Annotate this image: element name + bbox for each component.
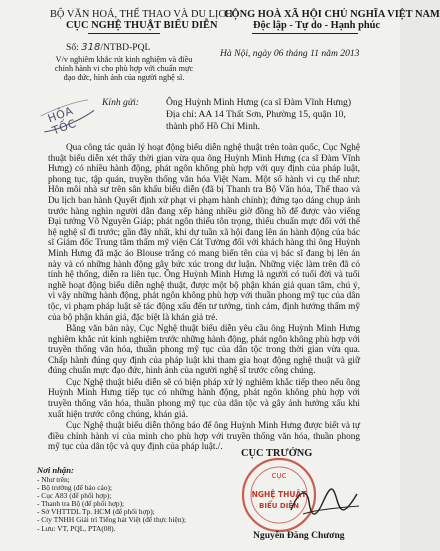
distribution-item: - Như trên; <box>37 475 70 484</box>
body-paragraph: Bằng văn bản này, Cục Nghệ thuật biểu diễn yêu cầu ông Huỳnh Minh Hưng nghiêm khắc rút kinh nghiệm trước những hành động, phát ngôn không phù hợp với truyền thống văn hóa, thuần phong mỹ tục của dân tộc trong thời gian vừa qua. Chấp hành đúng quy định của pháp luật khi tham gia hoạt động nghệ thuật và giữ đúng chuẩn mực đạo đức, hình ảnh của người nghệ sĩ trước công chúng. <box>48 323 360 377</box>
nation-title: CỘNG HOÀ XÃ HỘI CHỦ NGHĨA VIỆT NAM <box>224 9 440 20</box>
ministry-name: BỘ VĂN HOÁ, THỂ THAO VÀ DU LỊCH <box>50 9 233 20</box>
department-name: CỤC NGHỆ THUẬT BIỂU DIỄN <box>66 20 218 31</box>
reference-handwritten-number: 318 <box>81 42 101 53</box>
subject-line: V/v nghiêm khắc rút kinh nghiệm và điều <box>55 55 193 64</box>
recipient-name: Ông Huỳnh Minh Hưng (ca sĩ Đàm Vĩnh Hưng) <box>166 97 352 108</box>
distribution-item: - Sở VHTTDL Tp. HCM (để phối hợp); <box>37 507 155 517</box>
handwritten-signature-icon <box>285 480 365 526</box>
distribution-item: - Thanh tra Bộ (để phối hợp); <box>37 499 125 509</box>
reference-suffix: /NTBD-PQL <box>100 42 151 53</box>
urgent-stamp <box>34 93 100 137</box>
signer-name: Nguyễn Đăng Chương <box>253 530 345 541</box>
issue-date: Hà Nội, ngày 06 tháng 11 năm 2013 <box>220 48 360 59</box>
subject-line: chỉnh hành vi cho phù hợp với chuẩn mực <box>54 64 194 74</box>
body-paragraph: Cục Nghệ thuật biểu diễn sẽ có biện pháp xử lý nghiêm khắc tiếp theo nếu ông Huỳnh Minh Hưng tiếp tục có những hành động, phát ngôn không phù hợp với truyền thống văn hóa, thuần phong mỹ tục của dân tộc và gây ảnh hưởng xấu khi xuất hiện trước công chúng, khán giả. <box>48 377 360 420</box>
recipient-city: thành phố Hồ Chí Minh. <box>166 121 261 132</box>
distribution-list <box>37 476 186 533</box>
header-left-underline <box>88 33 160 34</box>
body-paragraph: Qua công tác quản lý hoạt động biểu diễn nghệ thuật trên toàn quốc, Cục Nghệ thuật biểu diễn xét thấy thời gian vừa qua ông Huỳnh Minh Hưng (ca sĩ Đàm Vĩnh Hưng) có nhiều hành động, phát ngôn không phù hợp với quy định của pháp luật, phong tục, tập quán, truyền thống văn hóa Việt Nam. Một số hành vi cụ thể như: Hôn môi nhà sư trên sân khấu biểu diễn (đã bị Thanh tra Bộ Văn hóa, Thể thao và Du lịch ban hành Quyết định xử phạt vi phạm hành chính); đứng tạo dáng chụp ảnh trước hàng nghìn người dân đang xếp hàng nhiều giờ đồng hồ để được vào viếng Đại tướng Võ Nguyên Giáp; phát ngôn thiếu tôn trọng, thiếu chuẩn mực đối với thế hệ nghệ sĩ đi trước; gần đây nhất, khi dự tuần xã hội đang lên án hành động của bác sĩ Giám đốc Trung tâm thẩm mỹ viện Cát Tường đối với khách hàng thì ông Huỳnh Minh Hưng đã mặc áo Blouse trắng có mang biển tên của vị bác sĩ đang bị lên án này và có những hành động gây bức xúc trong dư luận. Những việc làm trên đã có tính hệ thống, diễn ra liên tục. Ông Huỳnh Minh Hưng là người có tuổi đời và tuổi nghề hoạt động biểu diễn nghệ thuật, được một bộ phận khán giả quan tâm, chú ý, vì vậy những hành động, phát ngôn không phù hợp với thuần phong mỹ tục của dân tộc, vi phạm pháp luật sẽ tác động xấu đến tư tưởng, tình cảm, định hướng thẩm mỹ của bộ phận khán giả, đặc biệt là khán giả trẻ. <box>48 143 360 323</box>
distribution-item: - Bộ trưởng (để báo cáo); <box>37 483 113 493</box>
distribution-item: - Lưu: VT, PQL, PTA(08). <box>37 523 116 533</box>
recipient-address: Địa chỉ: AA 14 Thất Sơn, Phường 15, quận 10, <box>166 109 346 120</box>
national-motto: Độc lập - Tự do - Hạnh phúc <box>253 20 381 31</box>
body-paragraph: Cục Nghệ thuật biểu diễn thông báo để ông Huỳnh Minh Hưng được biết và tự điều chỉnh hành vi của mình cho phù hợp với truyền thống văn hóa, thuần phong mỹ tục của dân tộc và quy định của pháp luật./. <box>48 421 360 453</box>
distribution-label: Nơi nhận: <box>37 465 74 475</box>
seal-bottom-text: BIỂU DIỄN <box>259 502 299 510</box>
reference-prefix: Số: <box>66 42 79 53</box>
letter-body <box>48 143 360 454</box>
distribution-item: - Cty TNHH Giải trí Tiếng hát Việt (để thực hiện); <box>37 515 187 525</box>
urgent-stamp-text: HỎA TỐC <box>46 104 79 138</box>
seal-top-text: CỤC <box>271 472 287 480</box>
subject-line: đạo đức, hình ảnh của người nghệ sĩ. <box>63 73 185 83</box>
distribution-item: - Cục A83 (để phối hợp); <box>37 491 112 501</box>
header-right-underline <box>252 33 358 34</box>
recipient-label: Kính gửi: <box>102 97 139 108</box>
document-subject <box>48 55 200 83</box>
signatory-title: CỤC TRƯỞNG <box>241 448 313 459</box>
reference-number <box>66 42 150 53</box>
seal-middle-text: NGHỆ THUẬT <box>251 490 307 499</box>
